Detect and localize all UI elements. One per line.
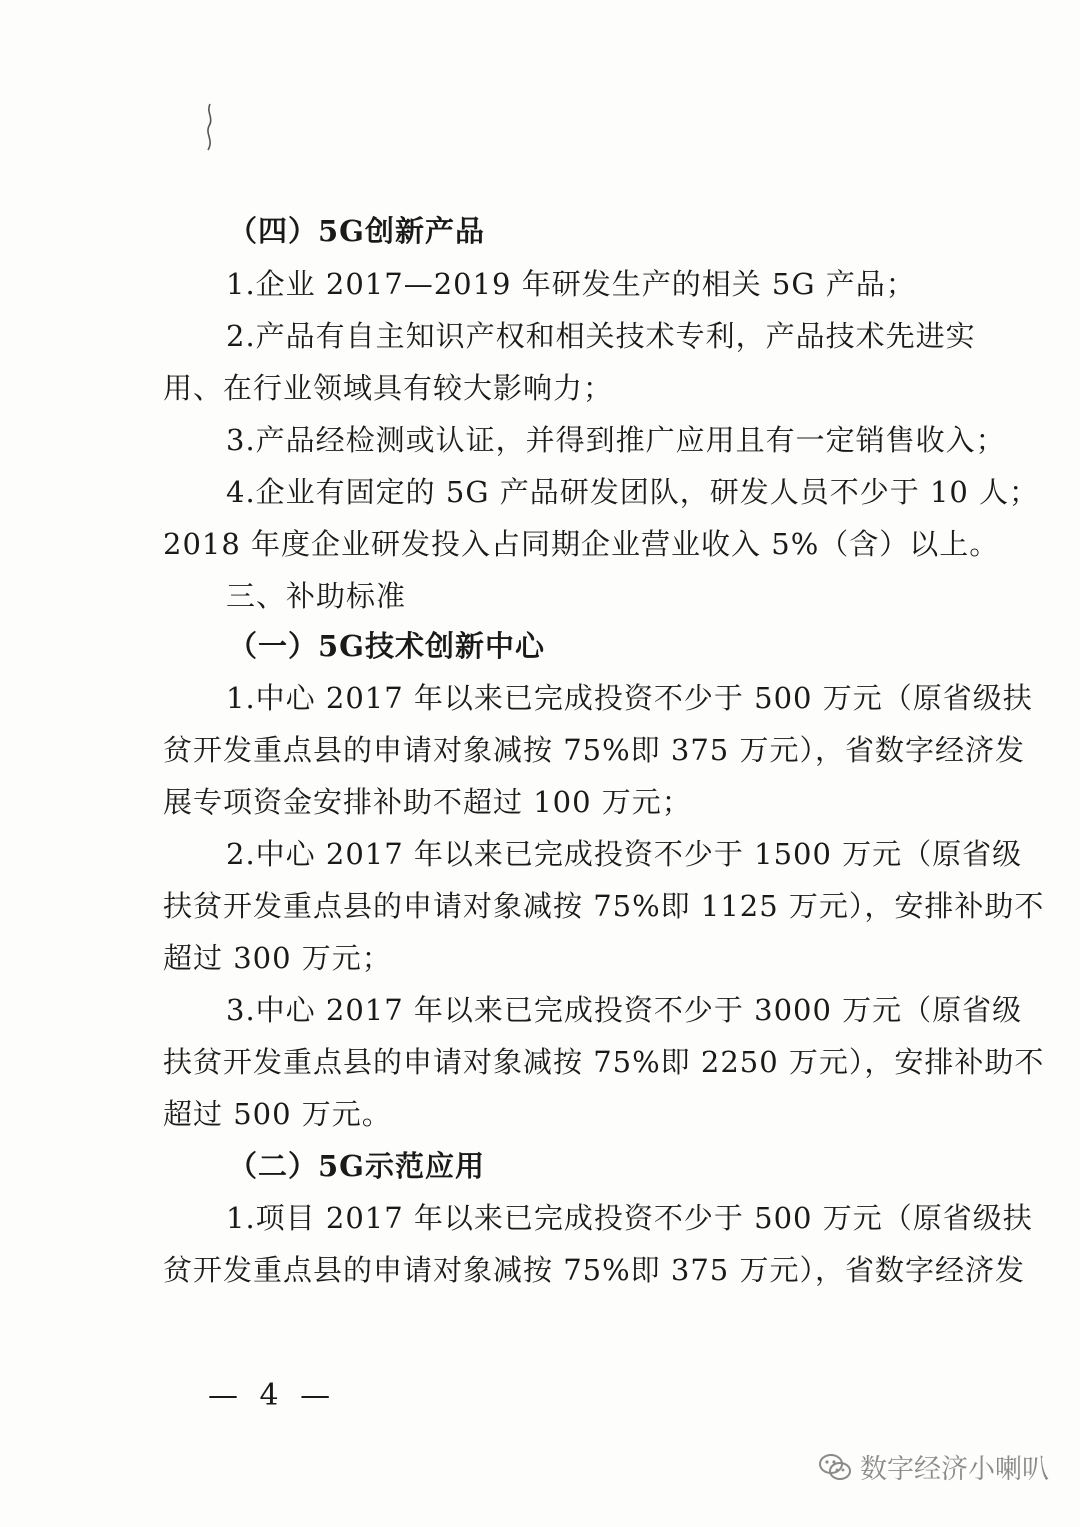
- subsection-one-line-2: 贫开发重点县的申请对象减按 75%即 375 万元），省数字经济发: [163, 733, 1025, 767]
- wechat-icon: [818, 1452, 852, 1482]
- subsection-two-line-1: 1.项目 2017 年以来已完成投资不少于 500 万元（原省级扶: [226, 1201, 1033, 1235]
- subsection-one-line-4: 2.中心 2017 年以来已完成投资不少于 1500 万元（原省级: [226, 837, 1023, 871]
- section-four-line-5: 4.企业有固定的 5G 产品研发团队，研发人员不少于 10 人；: [226, 475, 1040, 509]
- section-four-line-6: 2018 年度企业研发投入占同期企业营业收入 5%（含）以上。: [163, 527, 1000, 561]
- subsection-one-heading: （一）5G技术创新中心: [228, 629, 545, 663]
- part-three-heading: 三、补助标准: [226, 579, 407, 613]
- section-four-line-4: 3.产品经检测或认证，并得到推广应用且有一定销售收入；: [226, 423, 1006, 457]
- subsection-one-line-9: 超过 500 万元。: [163, 1097, 392, 1131]
- watermark-text: 数字经济小喇叭: [860, 1454, 1049, 1485]
- scan-artifact-mark: [200, 102, 220, 154]
- section-four-line-3: 用、在行业领域具有较大影响力；: [163, 371, 614, 405]
- subsection-one-line-3: 展专项资金安排补助不超过 100 万元；: [163, 785, 692, 819]
- subsection-two-heading: （二）5G示范应用: [228, 1149, 485, 1183]
- watermark: [818, 1447, 1049, 1486]
- subsection-two-line-2: 贫开发重点县的申请对象减按 75%即 375 万元），省数字经济发: [163, 1253, 1025, 1287]
- subsection-one-line-5: 扶贫开发重点县的申请对象减按 75%即 1125 万元），安排补助不: [163, 889, 1045, 923]
- section-four-heading: （四）5G创新产品: [228, 214, 485, 248]
- subsection-one-line-1: 1.中心 2017 年以来已完成投资不少于 500 万元（原省级扶: [226, 681, 1033, 715]
- subsection-one-line-6: 超过 300 万元；: [163, 941, 392, 975]
- section-four-line-2: 2.产品有自主知识产权和相关技术专利，产品技术先进实: [226, 319, 976, 353]
- subsection-one-line-8: 扶贫开发重点县的申请对象减按 75%即 2250 万元），安排补助不: [163, 1045, 1045, 1079]
- subsection-one-line-7: 3.中心 2017 年以来已完成投资不少于 3000 万元（原省级: [226, 993, 1023, 1027]
- section-four-line-1: 1.企业 2017—2019 年研发生产的相关 5G 产品；: [226, 267, 916, 301]
- page-number: — 4 —: [208, 1378, 337, 1413]
